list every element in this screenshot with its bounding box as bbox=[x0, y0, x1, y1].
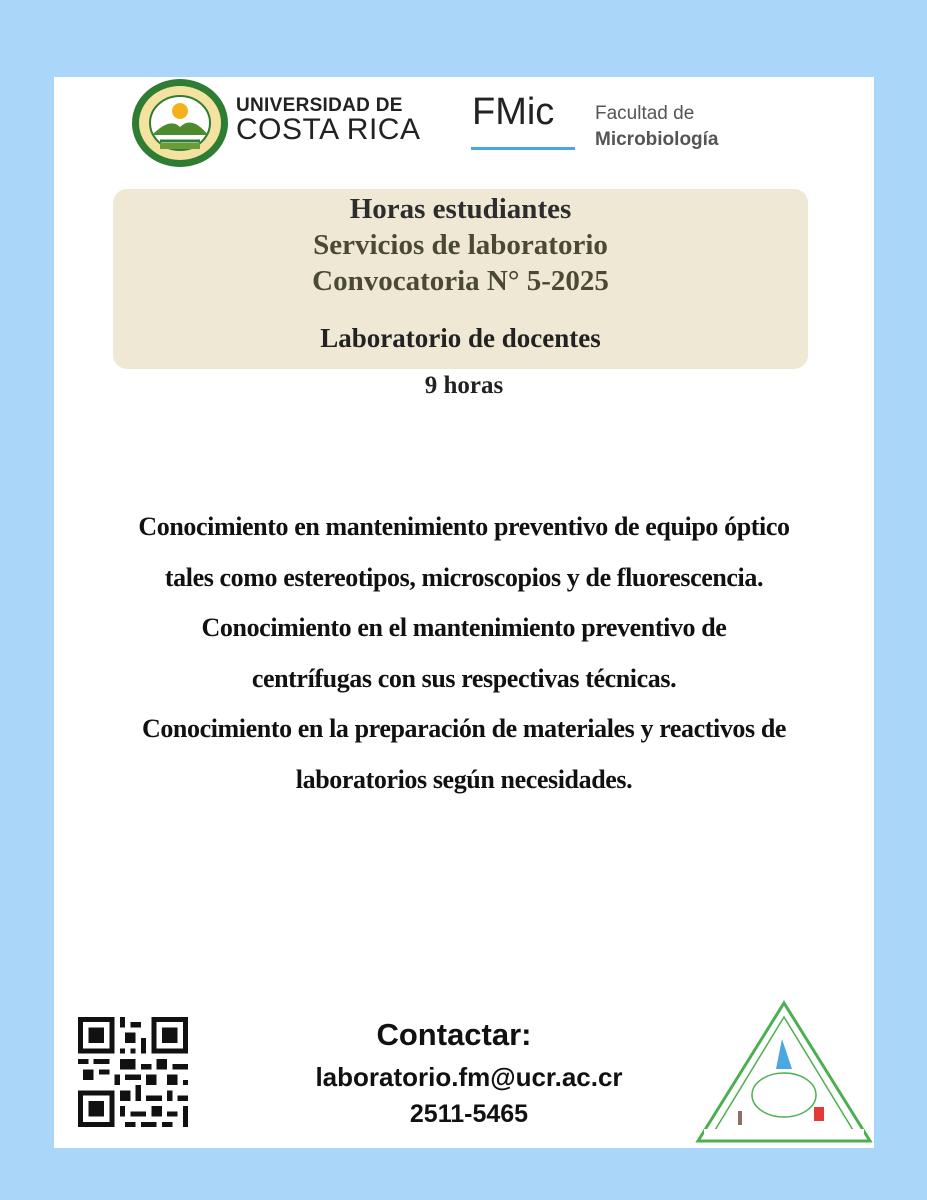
requirement-line: Conocimiento en la preparación de materiales y reactivos de bbox=[141, 714, 787, 743]
contact-email-link[interactable]: laboratorio.fm@ucr.ac.cr bbox=[315, 1062, 623, 1092]
contact-title: Contactar: bbox=[376, 1017, 532, 1052]
requirement-line: Conocimiento en mantenimiento preventivo de equipo óptico bbox=[138, 512, 790, 541]
ucr-seal-icon bbox=[130, 77, 230, 169]
contact-phone[interactable]: 2511-5465 bbox=[409, 1100, 529, 1128]
title-box bbox=[113, 189, 808, 369]
requirement-line: laboratorios según necesidades. bbox=[295, 764, 633, 794]
fmic-logo: FMic bbox=[472, 91, 555, 133]
requirement-line: tales como estereotipos, microscopios y de fluorescencia. bbox=[164, 562, 764, 592]
faculty-name-line2: Microbiología bbox=[595, 129, 719, 150]
ucr-name-line1: UNIVERSIDAD DE bbox=[236, 95, 403, 116]
poster bbox=[54, 77, 874, 1148]
requirement-line: centrífugas con sus respectivas técnicas. bbox=[251, 663, 677, 693]
title-line-4: Laboratorio de docentes bbox=[320, 323, 601, 353]
fmic-underline bbox=[471, 147, 575, 150]
title-line-3: Convocatoria N° 5-2025 bbox=[312, 265, 609, 297]
title-line-1: Horas estudiantes bbox=[349, 193, 572, 225]
qr-code-icon[interactable] bbox=[78, 1017, 188, 1127]
faculty-name-line1: Facultad de bbox=[595, 103, 695, 124]
laboratory-services-logo-icon bbox=[694, 999, 874, 1145]
requirements-text bbox=[54, 502, 874, 805]
requirement-line: Conocimiento en el mantenimiento preventivo de bbox=[201, 613, 727, 642]
title-line-2: Servicios de laboratorio bbox=[313, 229, 608, 261]
ucr-name-line2: COSTA RICA bbox=[236, 113, 421, 146]
hours-label: 9 horas bbox=[424, 372, 504, 399]
